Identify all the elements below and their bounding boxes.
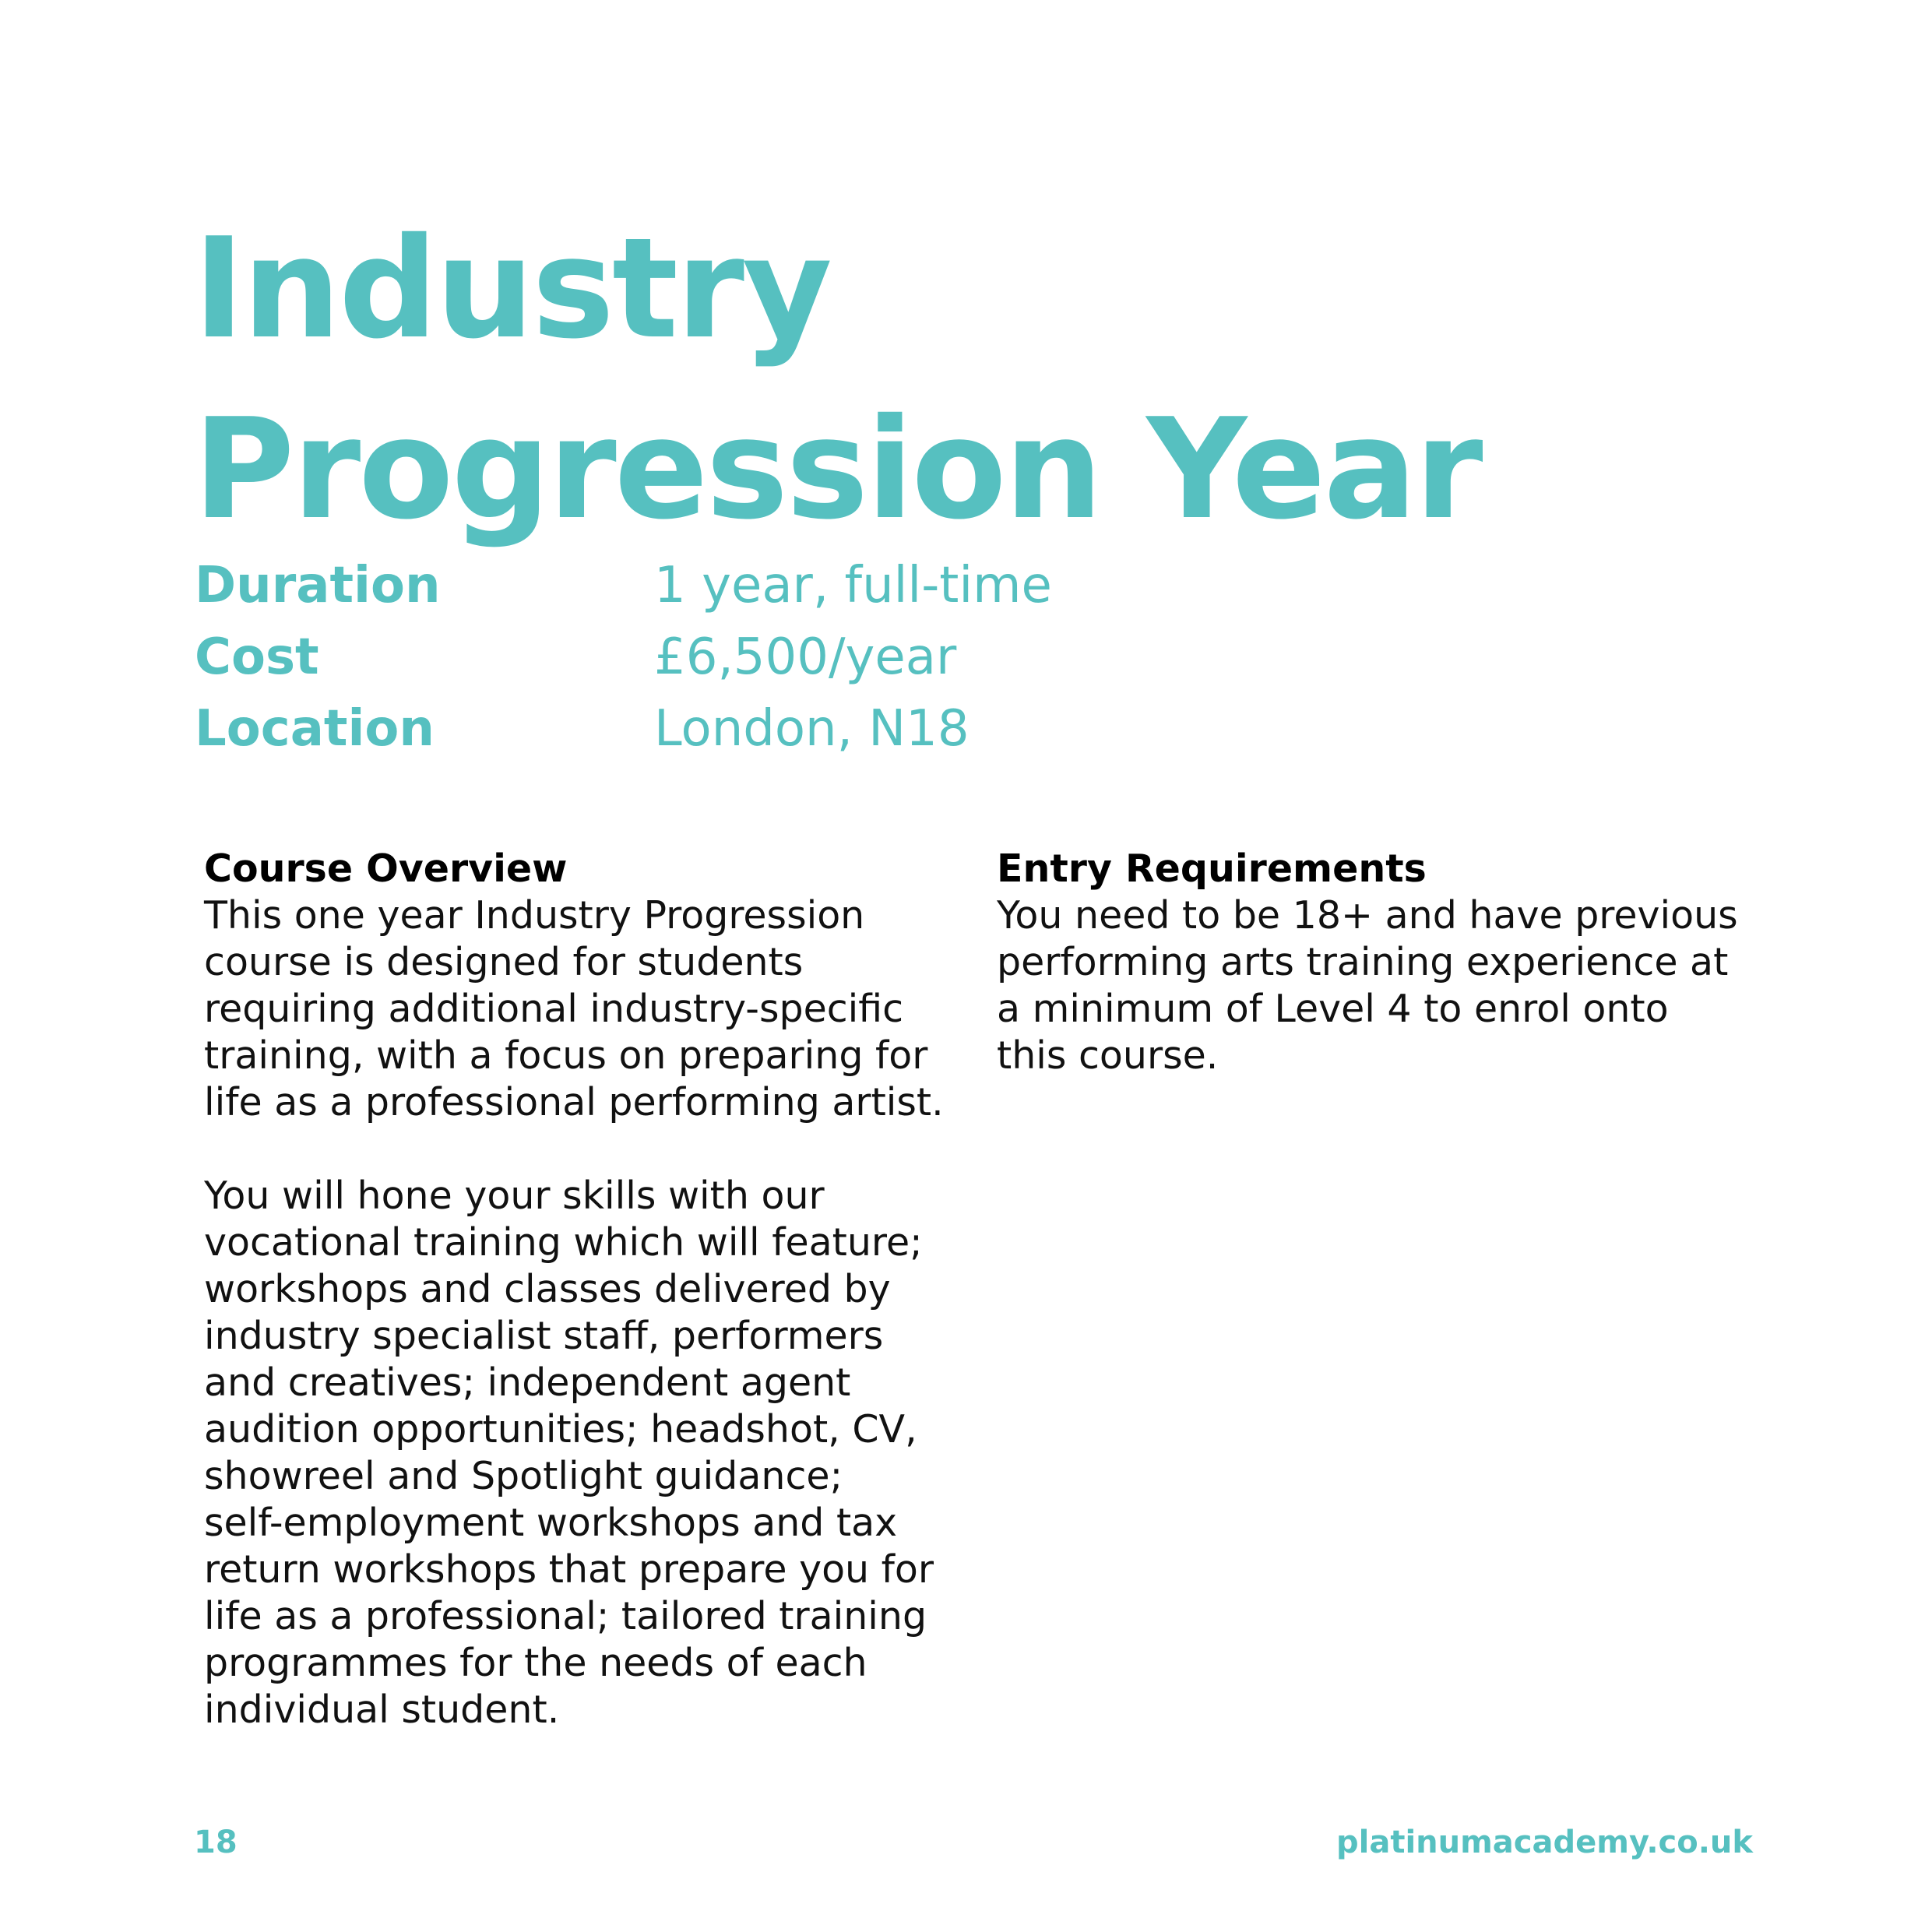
text-line: showreel and Spotlight guidance;: [204, 1454, 843, 1498]
text-line: return workshops that prepare you for: [204, 1547, 934, 1592]
overview-paragraph-2: [204, 1173, 983, 1733]
text-line: industry specialist staff, performers: [204, 1314, 884, 1358]
text-line: a minimum of Level 4 to enrol onto: [997, 987, 1669, 1031]
text-line: life as a professional; tailored training: [204, 1594, 927, 1638]
entry-requirements-heading: Entry Requirements: [997, 846, 1427, 891]
text-line: individual student.: [204, 1687, 560, 1732]
title-line-2: Progression Year: [193, 389, 1481, 550]
text-line: requiring additional industry-specific: [204, 987, 904, 1031]
course-overview-section: [204, 846, 983, 1733]
text-line: self-employment workshops and tax: [204, 1501, 898, 1545]
title-line-1: Industry: [193, 208, 830, 369]
fact-value: London, N18: [654, 700, 970, 758]
text-line: training, with a focus on preparing for: [204, 1033, 928, 1078]
page-title: [193, 199, 1481, 560]
website-link[interactable]: platinumacademy.co.uk: [1336, 1825, 1753, 1860]
text-line: life as a professional performing artist.: [204, 1080, 944, 1124]
fact-label: Cost: [195, 628, 319, 686]
text-line: programmes for the needs of each: [204, 1641, 867, 1685]
text-line: vocational training which will feature;: [204, 1220, 923, 1265]
text-line: performing arts training experience at: [997, 940, 1729, 984]
text-line: You will hone your skills with our: [204, 1174, 825, 1218]
fact-row-cost: [195, 621, 1052, 693]
entry-requirements-section: [997, 846, 1775, 1079]
text-line: You need to be 18+ and have previous: [997, 893, 1738, 938]
fact-label: Location: [195, 700, 435, 758]
overview-paragraph-1: [204, 892, 983, 1126]
text-line: workshops and classes delivered by: [204, 1267, 891, 1311]
course-overview-heading: Course Overview: [204, 846, 568, 891]
text-line: this course.: [997, 1033, 1219, 1078]
course-facts: [195, 550, 1052, 765]
entry-requirements-paragraph: [997, 892, 1775, 1079]
text-line: course is designed for students: [204, 940, 804, 984]
text-line: This one year Industry Progression: [204, 893, 865, 938]
fact-label: Duration: [195, 557, 441, 614]
paragraph-spacer: [204, 1126, 983, 1173]
fact-row-duration: [195, 550, 1052, 621]
fact-value: 1 year, full-time: [654, 557, 1052, 614]
text-line: and creatives; independent agent: [204, 1360, 851, 1405]
fact-row-location: [195, 693, 1052, 765]
page-number: 18: [194, 1825, 238, 1860]
fact-value: £6,500/year: [654, 628, 957, 686]
text-line: audition opportunities; headshot, CV,: [204, 1407, 917, 1452]
